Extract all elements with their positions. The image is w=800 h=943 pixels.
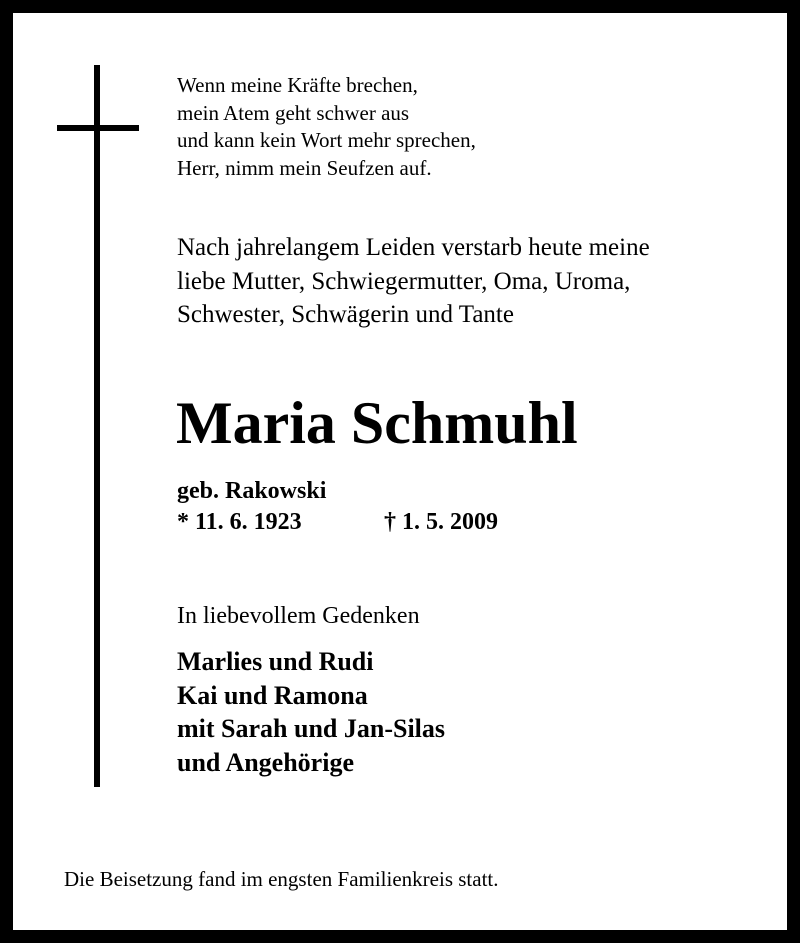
cross-vertical-bar (94, 65, 100, 787)
mourner-entry: mit Sarah und Jan-Silas (177, 714, 446, 743)
poem-line: und kann kein Wort mehr sprechen, (177, 128, 476, 152)
cross-horizontal-bar (57, 125, 139, 131)
poem-line: mein Atem geht schwer aus (177, 100, 410, 125)
intro-line: Schwester, Schwägerin und Tante (177, 301, 514, 328)
deceased-name: Maria Schmuhl (176, 390, 578, 456)
intro-text (177, 231, 650, 332)
death-date: † 1. 5. 2009 (384, 509, 498, 535)
mourners-list (177, 645, 445, 779)
birth-name: geb. Rakowski (177, 478, 327, 504)
intro-line: liebe Mutter, Schwiegermutter, Oma, Uroma, (177, 267, 631, 295)
funeral-note: Die Beisetzung fand im engsten Familienkreis statt. (64, 867, 499, 891)
poem-line: Herr, nimm mein Seufzen auf. (177, 155, 432, 180)
poem (177, 72, 476, 182)
memory-text: In liebevollem Gedenken (177, 603, 420, 629)
birth-date: * 11. 6. 1923 (177, 509, 302, 535)
life-dates (177, 507, 498, 537)
intro-line: Nach jahrelangem Leiden verstarb heute meine (177, 234, 650, 261)
mourner-entry: und Angehörige (177, 747, 354, 777)
mourner-entry: Kai und Ramona (177, 680, 368, 710)
mourner-entry: Marlies und Rudi (177, 647, 374, 676)
poem-line: Wenn meine Kräfte brechen, (177, 73, 418, 97)
